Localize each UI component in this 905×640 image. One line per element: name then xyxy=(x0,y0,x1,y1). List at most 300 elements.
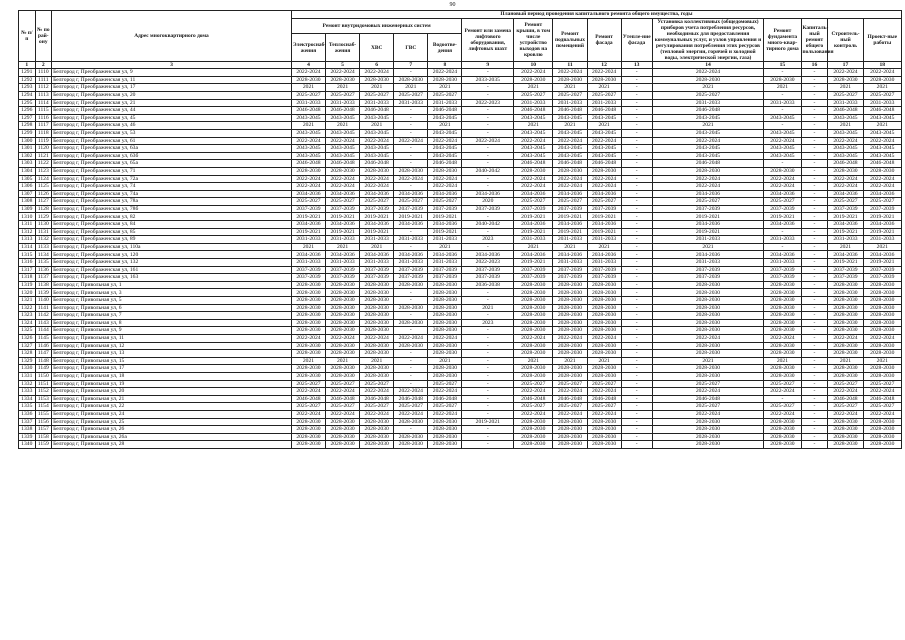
table-cell: - xyxy=(801,137,828,145)
table-cell: - xyxy=(801,84,828,92)
address-cell: Белгород г, Преображенская ул, 63б xyxy=(52,152,292,160)
table-cell: 2028-2030 xyxy=(291,433,325,441)
table-cell: 2028-2030 xyxy=(863,342,901,350)
table-cell: - xyxy=(394,365,428,373)
table-cell: 2021 xyxy=(428,243,462,251)
table-row xyxy=(19,114,902,122)
table-cell: 2031-2033 xyxy=(828,99,863,107)
table-cell: 1324 xyxy=(19,319,36,327)
table-cell: - xyxy=(394,152,428,160)
table-cell: 2028-2030 xyxy=(587,342,621,350)
table-row xyxy=(19,122,902,130)
table-cell: 2028-2030 xyxy=(828,342,863,350)
table-cell: 2025-2027 xyxy=(428,403,462,411)
table-row xyxy=(19,167,902,175)
table-cell: 2025-2027 xyxy=(360,403,394,411)
table-cell: 2034-2036 xyxy=(587,190,621,198)
table-cell: 2034-2036 xyxy=(326,251,360,259)
table-cell: 1157 xyxy=(35,426,52,434)
table-cell: - xyxy=(621,160,652,168)
table-cell: 2043-2045 xyxy=(764,114,801,122)
table-cell: 2043-2045 xyxy=(360,145,394,153)
table-cell: 2037-2039 xyxy=(514,274,553,282)
table-cell: 2028-2030 xyxy=(764,327,801,335)
table-cell: - xyxy=(764,395,801,403)
table-cell: 1110 xyxy=(35,69,52,77)
table-cell: 2025-2027 xyxy=(291,403,325,411)
table-cell: 2021 xyxy=(828,84,863,92)
table-cell: 2031-2033 xyxy=(652,99,764,107)
table-row xyxy=(19,281,902,289)
table-cell: 2022-2024 xyxy=(863,175,901,183)
table-cell: 2031-2033 xyxy=(828,236,863,244)
table-cell: 2034-2036 xyxy=(764,251,801,259)
address-cell: Белгород г, Привольная ул, 20 xyxy=(52,388,292,396)
table-row xyxy=(19,350,902,358)
table-cell: - xyxy=(394,69,428,77)
table-cell: 2019-2021 xyxy=(394,213,428,221)
table-cell: 2043-2045 xyxy=(326,114,360,122)
table-cell: 2046-2048 xyxy=(587,395,621,403)
table-cell: 1134 xyxy=(35,251,52,259)
table-cell: 2043-2045 xyxy=(428,129,462,137)
table-cell: 2028-2030 xyxy=(553,289,587,297)
table-cell: 2028-2030 xyxy=(587,372,621,380)
table-cell: 2028-2030 xyxy=(587,327,621,335)
table-cell: 2046-2048 xyxy=(863,395,901,403)
table-cell: 2031-2033 xyxy=(863,99,901,107)
table-cell: - xyxy=(394,426,428,434)
table-cell: - xyxy=(801,357,828,365)
table-cell: 2034-2036 xyxy=(514,190,553,198)
table-cell: 2028-2030 xyxy=(828,350,863,358)
table-cell: 2021 xyxy=(291,357,325,365)
table-cell: 2028-2030 xyxy=(828,289,863,297)
table-cell: 2022-2024 xyxy=(652,388,764,396)
table-cell: 2028-2030 xyxy=(291,297,325,305)
table-cell: 2028-2030 xyxy=(428,281,462,289)
table-cell: 2022-2024 xyxy=(326,334,360,342)
table-cell: 2046-2048 xyxy=(553,395,587,403)
table-cell: 2021 xyxy=(652,84,764,92)
table-cell: 2025-2027 xyxy=(587,380,621,388)
table-cell: 2028-2030 xyxy=(553,297,587,305)
table-cell: 2031-2033 xyxy=(652,259,764,267)
table-row xyxy=(19,76,902,84)
table-cell: - xyxy=(801,297,828,305)
table-cell: 2028-2030 xyxy=(291,372,325,380)
table-cell: 2028-2030 xyxy=(764,304,801,312)
table-cell: 2034-2036 xyxy=(291,221,325,229)
table-cell: - xyxy=(462,372,514,380)
table-cell: 2019-2021 xyxy=(326,228,360,236)
table-cell: 2034-2036 xyxy=(828,251,863,259)
address-cell: Белгород г, Преображенская ул, 78а xyxy=(52,198,292,206)
address-cell: Белгород г, Привольная ул, 6 xyxy=(52,304,292,312)
table-cell: 2043-2045 xyxy=(587,114,621,122)
table-cell: 2028-2030 xyxy=(764,319,801,327)
table-cell: 2028-2030 xyxy=(828,281,863,289)
table-cell: - xyxy=(621,327,652,335)
address-cell: Белгород г, Преображенская ул, 71 xyxy=(52,167,292,175)
table-cell: 1339 xyxy=(19,433,36,441)
table-cell: 2043-2045 xyxy=(764,129,801,137)
table-cell: 2043-2045 xyxy=(828,114,863,122)
table-cell: 2043-2045 xyxy=(764,145,801,153)
address-cell: Белгород г, Преображенская ул, 89 xyxy=(52,236,292,244)
table-cell: 2021 xyxy=(652,357,764,365)
table-cell: 2028-2030 xyxy=(553,441,587,449)
table-cell: 2025-2027 xyxy=(326,403,360,411)
table-cell: - xyxy=(462,160,514,168)
table-cell: 1145 xyxy=(35,334,52,342)
table-cell: 2028-2030 xyxy=(360,281,394,289)
table-row xyxy=(19,266,902,274)
table-cell: 2022-2024 xyxy=(514,137,553,145)
table-cell: 2028-2030 xyxy=(828,441,863,449)
table-cell: 2046-2048 xyxy=(360,107,394,115)
table-cell: 2046-2048 xyxy=(428,107,462,115)
table-row xyxy=(19,84,902,92)
table-cell: 2025-2027 xyxy=(291,198,325,206)
table-cell: - xyxy=(764,69,801,77)
table-cell: 2025-2027 xyxy=(291,91,325,99)
table-cell: 2034-2036 xyxy=(428,190,462,198)
table-cell: - xyxy=(621,274,652,282)
table-cell: 2043-2045 xyxy=(587,152,621,160)
table-row xyxy=(19,388,902,396)
table-row xyxy=(19,426,902,434)
table-cell: 2031-2033 xyxy=(587,99,621,107)
table-cell: 2025-2027 xyxy=(587,403,621,411)
table-cell: - xyxy=(394,114,428,122)
table-cell: 2028-2030 xyxy=(863,365,901,373)
table-cell: 1330 xyxy=(19,365,36,373)
table-cell: 2022-2024 xyxy=(553,69,587,77)
table-cell: - xyxy=(801,441,828,449)
table-cell: - xyxy=(621,281,652,289)
table-cell: 2021 xyxy=(360,122,394,130)
table-cell: 2028-2030 xyxy=(652,304,764,312)
table-cell: - xyxy=(764,91,801,99)
table-cell: 1158 xyxy=(35,433,52,441)
table-cell: - xyxy=(801,342,828,350)
table-cell: 2019-2021 xyxy=(863,259,901,267)
table-cell: 2022-2024 xyxy=(394,334,428,342)
table-cell: 2022-2024 xyxy=(764,137,801,145)
table-cell: 1137 xyxy=(35,274,52,282)
table-cell: - xyxy=(394,289,428,297)
table-cell: 2019-2021 xyxy=(764,213,801,221)
table-cell: 2022-2024 xyxy=(652,137,764,145)
table-cell: 2022-2024 xyxy=(428,183,462,191)
table-cell: 1135 xyxy=(35,259,52,267)
address-cell: Белгород г, Преображенская ул, 45 xyxy=(52,114,292,122)
table-cell: - xyxy=(462,350,514,358)
table-cell: 1307 xyxy=(19,190,36,198)
table-cell: - xyxy=(621,236,652,244)
table-cell: 2028-2030 xyxy=(587,350,621,358)
table-cell: - xyxy=(462,183,514,191)
table-cell: 2037-2039 xyxy=(394,274,428,282)
table-cell: 2031-2033 xyxy=(553,99,587,107)
table-cell: 2031-2033 xyxy=(394,236,428,244)
table-cell: 2022-2024 xyxy=(652,334,764,342)
table-cell: - xyxy=(801,145,828,153)
address-cell: Белгород г, Преображенская ул, 110а xyxy=(52,243,292,251)
table-cell: 1147 xyxy=(35,350,52,358)
table-cell: 1313 xyxy=(19,236,36,244)
table-cell: 2019-2021 xyxy=(828,228,863,236)
table-cell: 1144 xyxy=(35,327,52,335)
table-cell: 1316 xyxy=(19,259,36,267)
table-row xyxy=(19,403,902,411)
table-cell: 2031-2033 xyxy=(863,236,901,244)
table-cell: 2028-2030 xyxy=(326,418,360,426)
table-cell: 1301 xyxy=(19,145,36,153)
address-cell: Белгород г, Преображенская ул, 61 xyxy=(52,137,292,145)
table-cell: 2028-2030 xyxy=(360,319,394,327)
table-cell: 2019-2021 xyxy=(462,418,514,426)
table-cell: 2019-2021 xyxy=(291,213,325,221)
table-cell: 2028-2030 xyxy=(764,418,801,426)
table-cell: 2028-2030 xyxy=(360,327,394,335)
table-cell: 2046-2048 xyxy=(428,395,462,403)
address-cell: Белгород г, Преображенская ул, 11 xyxy=(52,76,292,84)
address-cell: Белгород г, Преображенская ул, 21 xyxy=(52,99,292,107)
table-cell: - xyxy=(621,395,652,403)
table-cell: 2046-2048 xyxy=(863,107,901,115)
table-cell: 2043-2045 xyxy=(553,152,587,160)
address-cell: Белгород г, Преображенская ул, 120 xyxy=(52,251,292,259)
table-cell: - xyxy=(394,243,428,251)
table-cell: 2022-2024 xyxy=(652,410,764,418)
table-cell: 2022-2024 xyxy=(863,410,901,418)
table-cell: 2028-2030 xyxy=(428,312,462,320)
table-cell: 2037-2039 xyxy=(587,266,621,274)
table-cell: - xyxy=(801,243,828,251)
table-cell: - xyxy=(394,107,428,115)
table-cell: 2021 xyxy=(764,357,801,365)
table-cell: 2021 xyxy=(360,357,394,365)
table-cell: 2031-2033 xyxy=(514,236,553,244)
table-cell: 2028-2030 xyxy=(863,426,901,434)
table-cell: 2022-2024 xyxy=(360,410,394,418)
table-cell: 2019-2021 xyxy=(553,213,587,221)
table-cell: 2019-2021 xyxy=(514,259,553,267)
table-cell: 2037-2039 xyxy=(652,205,764,213)
table-cell: 2028-2030 xyxy=(428,342,462,350)
table-cell: 2022-2024 xyxy=(652,175,764,183)
address-cell: Белгород г, Привольная ул, 21 xyxy=(52,395,292,403)
table-cell: 2022-2024 xyxy=(764,334,801,342)
table-cell: 2025-2027 xyxy=(828,91,863,99)
table-cell: 2028-2030 xyxy=(652,433,764,441)
table-cell: 2034-2036 xyxy=(514,221,553,229)
table-cell: 2022-2024 xyxy=(394,410,428,418)
table-cell: - xyxy=(801,350,828,358)
table-cell: 2021 xyxy=(514,84,553,92)
table-cell: 2043-2045 xyxy=(514,114,553,122)
table-cell: - xyxy=(462,175,514,183)
table-cell: 2028-2030 xyxy=(553,418,587,426)
table-cell: - xyxy=(621,441,652,449)
address-cell: Белгород г, Привольная ул, 18 xyxy=(52,372,292,380)
table-cell: 2022-2024 xyxy=(863,137,901,145)
table-cell: - xyxy=(621,304,652,312)
table-cell: - xyxy=(801,69,828,77)
table-cell: 2028-2030 xyxy=(360,365,394,373)
table-cell: 2031-2033 xyxy=(291,259,325,267)
table-cell: 2031-2033 xyxy=(514,99,553,107)
table-cell: - xyxy=(462,334,514,342)
table-cell: 2028-2030 xyxy=(428,289,462,297)
table-row xyxy=(19,342,902,350)
table-cell: 1155 xyxy=(35,410,52,418)
table-cell: 2028-2030 xyxy=(291,342,325,350)
table-cell: - xyxy=(621,243,652,251)
table-cell: 2043-2045 xyxy=(587,145,621,153)
table-cell: 1325 xyxy=(19,327,36,335)
table-cell: 2031-2033 xyxy=(764,99,801,107)
table-cell: 2028-2030 xyxy=(863,350,901,358)
table-cell: 2021 xyxy=(652,243,764,251)
capital-repair-table xyxy=(18,10,902,449)
table-cell: 2031-2033 xyxy=(587,259,621,267)
table-cell: 2028-2030 xyxy=(863,312,901,320)
table-cell: 2028-2030 xyxy=(652,365,764,373)
table-cell: 2028-2030 xyxy=(652,281,764,289)
table-cell: 2022-2024 xyxy=(652,183,764,191)
table-cell: - xyxy=(394,357,428,365)
col-hot-water: ГВС xyxy=(394,34,428,61)
table-cell: 2028-2030 xyxy=(652,319,764,327)
table-cell: 2019-2021 xyxy=(360,213,394,221)
table-cell: 2028-2030 xyxy=(394,418,428,426)
table-cell: 2021 xyxy=(863,243,901,251)
table-cell: 2028-2030 xyxy=(652,312,764,320)
table-cell: 2028-2030 xyxy=(764,350,801,358)
table-row xyxy=(19,259,902,267)
table-cell: 2019-2021 xyxy=(863,213,901,221)
table-cell: 1336 xyxy=(19,410,36,418)
table-cell: - xyxy=(394,228,428,236)
table-cell: 1334 xyxy=(19,395,36,403)
table-cell: 2025-2027 xyxy=(394,91,428,99)
table-cell: - xyxy=(801,183,828,191)
table-row xyxy=(19,152,902,160)
table-cell: 2037-2039 xyxy=(394,266,428,274)
table-cell: - xyxy=(621,365,652,373)
table-cell: 2025-2027 xyxy=(553,380,587,388)
table-cell: 2028-2030 xyxy=(587,297,621,305)
table-cell: 1136 xyxy=(35,266,52,274)
table-cell: 2019-2021 xyxy=(514,228,553,236)
table-cell: 2021 xyxy=(360,243,394,251)
table-cell: 2028-2030 xyxy=(428,426,462,434)
table-cell: 2022-2024 xyxy=(326,69,360,77)
table-cell: 2028-2030 xyxy=(291,426,325,434)
table-cell: - xyxy=(394,350,428,358)
table-cell: 2021 xyxy=(291,122,325,130)
table-cell: 2028-2030 xyxy=(394,167,428,175)
table-cell: 2022-2024 xyxy=(764,410,801,418)
table-cell: 1293 xyxy=(19,84,36,92)
table-cell: - xyxy=(462,122,514,130)
table-cell: - xyxy=(801,251,828,259)
table-cell: 2028-2030 xyxy=(553,365,587,373)
table-cell: 2034-2036 xyxy=(553,190,587,198)
table-cell: 2040-2042 xyxy=(462,221,514,229)
table-cell: 2022-2024 xyxy=(394,175,428,183)
table-cell: 2022-2024 xyxy=(428,137,462,145)
table-cell: - xyxy=(462,403,514,411)
table-cell: 1159 xyxy=(35,441,52,449)
table-cell: 1115 xyxy=(35,107,52,115)
table-cell: 2028-2030 xyxy=(291,281,325,289)
table-cell: 2046-2048 xyxy=(587,107,621,115)
table-cell: 2028-2030 xyxy=(764,76,801,84)
table-cell: - xyxy=(801,99,828,107)
table-cell: 2037-2039 xyxy=(462,266,514,274)
table-cell: 2028-2030 xyxy=(394,304,428,312)
address-cell: Белгород г, Привольная ул, 12 xyxy=(52,342,292,350)
table-cell: 2037-2039 xyxy=(828,205,863,213)
table-cell: 2028-2030 xyxy=(326,426,360,434)
table-cell: 2037-2039 xyxy=(326,266,360,274)
table-cell: 1124 xyxy=(35,175,52,183)
table-cell: 1132 xyxy=(35,236,52,244)
table-cell: - xyxy=(801,380,828,388)
table-cell: 2021 xyxy=(863,84,901,92)
table-cell: 2037-2039 xyxy=(394,205,428,213)
table-cell: 1131 xyxy=(35,228,52,236)
table-cell: 2028-2030 xyxy=(360,289,394,297)
table-cell: 2025-2027 xyxy=(360,380,394,388)
table-cell: 2028-2030 xyxy=(587,289,621,297)
col-n-district: № по рай-ону xyxy=(35,11,52,62)
table-cell: 2025-2027 xyxy=(553,91,587,99)
table-cell: 2031-2033 xyxy=(764,236,801,244)
table-cell: 1128 xyxy=(35,205,52,213)
address-cell: Белгород г, Привольная ул, 8 xyxy=(52,319,292,327)
table-cell: - xyxy=(621,266,652,274)
address-cell: Белгород г, Привольная ул, 11 xyxy=(52,334,292,342)
table-cell: 2021 xyxy=(291,243,325,251)
table-cell: 2019-2021 xyxy=(587,228,621,236)
table-cell: 2028-2030 xyxy=(863,304,901,312)
table-cell: 2028-2030 xyxy=(764,433,801,441)
table-cell: 2034-2036 xyxy=(360,190,394,198)
table-cell: 2025-2027 xyxy=(428,380,462,388)
table-cell: 1295 xyxy=(19,99,36,107)
table-cell: - xyxy=(462,426,514,434)
address-cell: Белгород г, Преображенская ул, 74а xyxy=(52,190,292,198)
table-cell: 2037-2039 xyxy=(764,274,801,282)
table-cell: - xyxy=(462,410,514,418)
table-cell: 2019-2021 xyxy=(514,213,553,221)
table-cell: - xyxy=(621,410,652,418)
table-cell: - xyxy=(462,152,514,160)
table-cell: 2022-2024 xyxy=(587,175,621,183)
table-cell: - xyxy=(462,145,514,153)
column-number-row: 1 2 3 4 5 6 7 8 9 10 11 12 13 14 15 16 17 18 xyxy=(19,61,902,69)
table-cell: 2028-2030 xyxy=(652,418,764,426)
table-cell: 2028-2030 xyxy=(764,167,801,175)
address-cell: Белгород г, Привольная ул, 26а xyxy=(52,433,292,441)
table-cell: 2025-2027 xyxy=(863,403,901,411)
table-cell: 2028-2030 xyxy=(428,327,462,335)
